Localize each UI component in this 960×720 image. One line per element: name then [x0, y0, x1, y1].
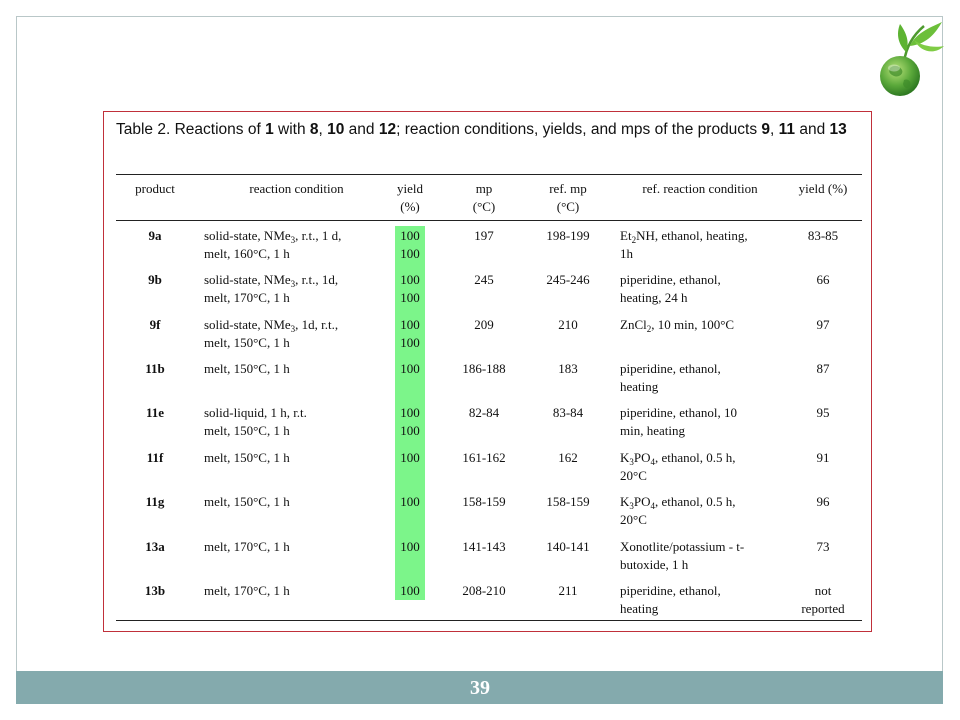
table-cell-ref-mp: 245-246: [546, 272, 590, 287]
table-cell-ref-condition: piperidine, ethanol, heating: [620, 361, 721, 394]
column-header: ref. reaction condition: [642, 181, 758, 196]
table-title: Table 2. Reactions of 1 with 8, 10 and 12; reaction conditions, yields, and mps of the products 9, 11 and 13: [116, 121, 847, 138]
table-cell-mp: 245: [474, 272, 494, 287]
table-cell-ref-yield: 87: [816, 361, 830, 376]
table-cell-yield: 100 100: [400, 317, 420, 350]
table-cell-ref-yield: 96: [816, 494, 830, 509]
table-cell-condition: solid-state, NMe$_3$, 1d, r.t., melt, 150°C, 1 h: [204, 317, 339, 350]
table-cell-ref-yield: 95: [816, 405, 830, 420]
table-cell-ref-mp: 140-141: [546, 539, 590, 554]
table-cell-condition: melt, 150°C, 1 h: [204, 450, 290, 465]
table-cell-product: 11b: [145, 361, 165, 376]
table-cell-condition: melt, 170°C, 1 h: [204, 539, 290, 554]
table-cell-mp: 208-210: [462, 583, 506, 598]
table-top-rule: [116, 174, 862, 175]
table-cell-product: 13b: [144, 583, 166, 598]
table-frame: [103, 111, 872, 632]
table-cell-mp: 158-159: [462, 494, 506, 509]
table-cell-ref-condition: piperidine, ethanol, heating: [620, 583, 721, 616]
table-cell-product: 11g: [145, 494, 165, 509]
table-cell-product: 9a: [148, 228, 162, 243]
table-cell-product: 11e: [145, 405, 165, 420]
table-cell-mp: 141-143: [462, 539, 506, 554]
table-cell-yield: 100: [400, 450, 420, 465]
column-header: ref. mp (°C): [549, 181, 587, 214]
table-cell-ref-mp: 83-84: [552, 405, 584, 420]
table-cell-product: 9b: [148, 272, 162, 287]
table-cell-ref-condition: piperidine, ethanol, heating, 24 h: [620, 272, 721, 305]
table-cell-ref-condition: $Et_2NH$, ethanol, heating, 1h: [620, 228, 748, 261]
table-cell-ref-condition: piperidine, ethanol, 10 min, heating: [620, 405, 737, 438]
table-cell-yield: 100: [400, 583, 420, 598]
table-cell-ref-yield: 83-85: [807, 228, 839, 243]
table-cell-product: 9f: [149, 317, 161, 332]
table-cell-ref-mp: 162: [558, 450, 578, 465]
table-cell-yield: 100 100: [400, 272, 420, 305]
column-header: mp (°C): [472, 181, 496, 214]
table-cell-mp: 197: [474, 228, 494, 243]
column-header: yield (%): [397, 181, 423, 214]
table-cell-yield: 100 100: [400, 405, 420, 438]
table-cell-ref-mp: 210: [558, 317, 578, 332]
table-cell-ref-yield: 91: [816, 450, 830, 465]
table-cell-ref-yield: 66: [816, 272, 830, 287]
table-cell-product: 11f: [146, 450, 164, 465]
table-cell-condition: melt, 150°C, 1 h: [204, 494, 290, 509]
column-header: yield (%): [798, 181, 848, 196]
table-cell-ref-condition: $K_3PO_4$, ethanol, 0.5 h, 20°C: [620, 450, 736, 483]
column-header: product: [135, 181, 175, 196]
table-cell-ref-yield: not reported: [801, 583, 845, 616]
table-cell-condition: solid-state, NMe$_3$, r.t., 1d, melt, 170°C, 1 h: [204, 272, 339, 305]
table-cell-ref-yield: 97: [816, 317, 830, 332]
table-cell-ref-mp: 211: [558, 583, 578, 598]
page-number: 39: [470, 677, 490, 699]
table-cell-yield: 100: [400, 539, 420, 554]
table-cell-ref-mp: 158-159: [546, 494, 590, 509]
table-cell-mp: 186-188: [462, 361, 506, 376]
table-cell-product: 13a: [145, 539, 165, 554]
table-cell-ref-condition: Xonotlite/potassium - t- butoxide, 1 h: [620, 539, 745, 572]
table-cell-condition: melt, 170°C, 1 h: [204, 583, 290, 598]
green-globe-sprout-icon: [876, 18, 946, 100]
table-cell-ref-condition: ZnCl$_2$, 10 min, 100°C: [620, 317, 735, 334]
table-cell-condition: solid-liquid, 1 h, r.t. melt, 150°C, 1 h: [204, 405, 307, 438]
table-header-rule: [116, 220, 862, 221]
table-cell-mp: 209: [474, 317, 494, 332]
table-cell-condition: solid-state, NMe$_3$, r.t., 1 d, melt, 160°C, 1 h: [204, 228, 342, 261]
table-bottom-rule: [116, 620, 862, 621]
table-cell-mp: 161-162: [462, 450, 506, 465]
table-cell-yield: 100: [400, 494, 420, 509]
table-cell-ref-mp: 183: [558, 361, 578, 376]
table-cell-ref-condition: $K_3PO_4$, ethanol, 0.5 h, 20°C: [620, 494, 736, 527]
table-cell-yield: 100: [400, 361, 420, 376]
table-cell-ref-yield: 73: [816, 539, 830, 554]
table-cell-condition: melt, 150°C, 1 h: [204, 361, 290, 376]
table-cell-yield: 100 100: [400, 228, 420, 261]
table-cell-mp: 82-84: [468, 405, 500, 420]
table-cell-ref-mp: 198-199: [546, 228, 590, 243]
column-header: reaction condition: [249, 181, 344, 196]
